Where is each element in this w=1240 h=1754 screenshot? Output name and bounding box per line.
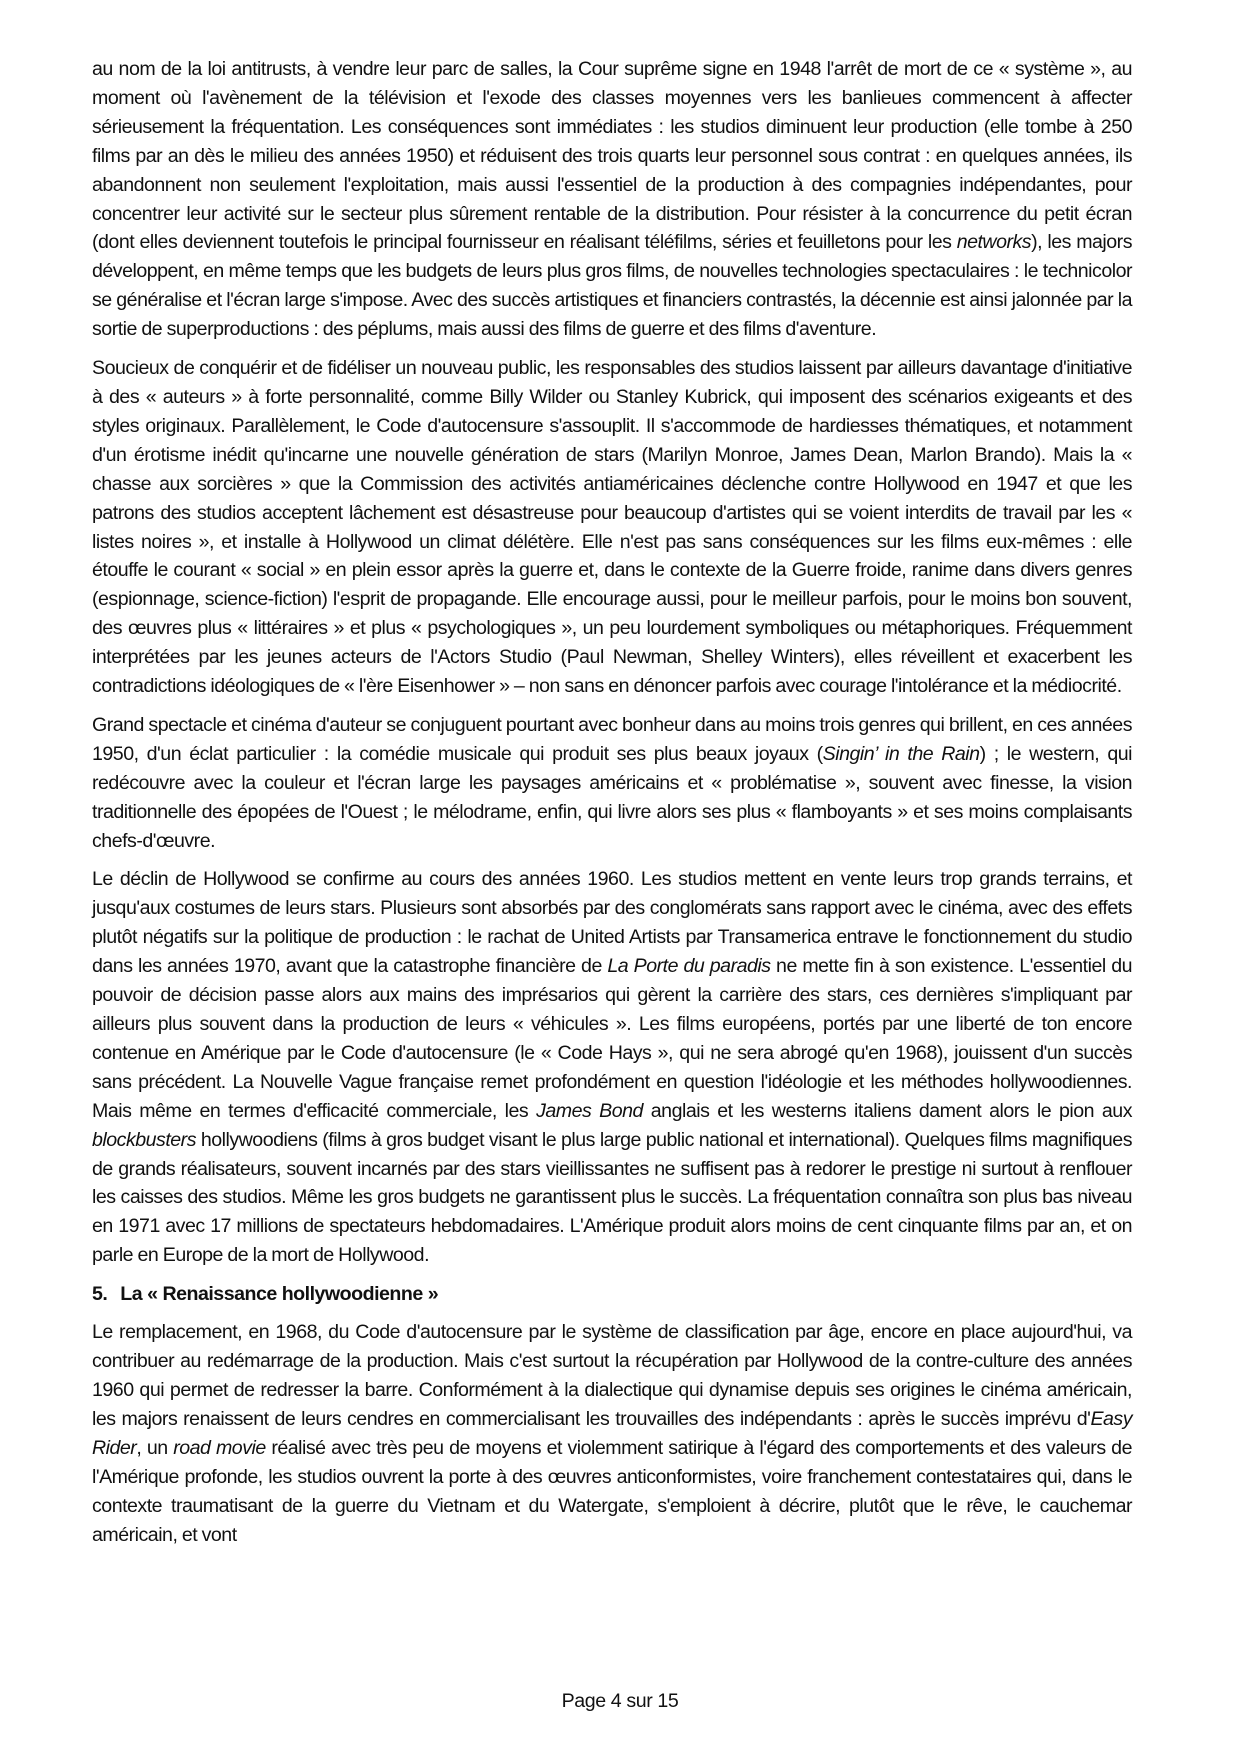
italic-text: road movie [173, 1436, 266, 1459]
text-run: au nom de la loi antitrusts, à vendre leur parc de salles, la Cour suprême signe en 1948 l'arrêt de mort de ce « système », au moment où l'avènement de la télévision et l'exode des classes moyennes vers les banlieues commencent à affecter sérieusement la fréquentation. Les conséquences sont immédiates : les studios diminuent leur production (elle tombe à 250 films par an dès le milieu des années 1950) et réduisent des trois quarts leur personnel sous contrat : en quelques années, ils abandonnent non seulement l'exploitation, mais aussi l'essentiel de la production à des compagnies indépendantes, pour concentrer leur activité sur le secteur plus sûrement rentable de la distribution. Pour résister à la concurrence du petit écran (dont elles deviennent toutefois le principal fournisseur en réalisant téléfilms, séries et feuilletons pour les [92, 58, 1132, 254]
paragraph [92, 711, 1132, 856]
italic-text: networks [956, 231, 1032, 254]
text-run: hollywoodiens (films à gros budget visant le plus large public national et international). Quelques films magnifiques de grands réalisateurs, souvent incarnés par des stars vieillissantes ne suffisent pas à redorer le prestige ni surtout à renflouer les caisses des studios. Même les gros budgets ne garantissent plus le succès. La fréquentation connaîtra son plus bas niveau en 1971 avec 17 millions de spectateurs hebdomadaires. L'Amérique produit alors moins de cent cinquante films par an, et on parle en Europe de la mort de Hollywood. [92, 1128, 1132, 1267]
italic-text: La Porte du paradis [607, 955, 771, 978]
body-text-top [92, 55, 1132, 1270]
italic-text: blockbusters [92, 1128, 196, 1151]
text-run: Le remplacement, en 1968, du Code d'autocensure par le système de classification par âge, encore en place aujourd'hui, va contribuer au redémarrage de la production. Mais c'est surtout la récupération par Hollywood de la contre-culture des années 1960 qui permet de redresser la barre. Conformément à la dialectique qui dynamise depuis ses origines le cinéma américain, les majors renaissent de leurs cendres en commercialisant les trouvailles des indépendants : après le succès imprévu d' [92, 1321, 1132, 1430]
text-run: Le déclin de Hollywood se confirme au cours des années 1960. Les studios mettent en vente leurs trop grands terrains, et jusqu'aux costumes de leurs stars. Plusieurs sont absorbés par des conglomérats sans rapport avec le cinéma, avec des effets plutôt négatifs sur la politique de production : le rachat de United Artists par Transamerica entrave le fonctionnement du studio dans les années 1970, avant que la catastrophe financière de [92, 868, 1132, 978]
text-run: anglais et les westerns italiens dament alors le pion aux [642, 1099, 1132, 1122]
text-run: ) ; le western, qui redécouvre avec la couleur et l'écran large les paysages américains et « problématise », souvent avec finesse, la vision traditionnelle des épopées de l'Ouest ; le mélodrame, enfin, qui livre alors ses plus « flamboyants » et ses moins complaisants chefs-d'œuvre. [92, 742, 1132, 852]
italic-text: Singin’ in the Rain [822, 742, 980, 765]
italic-text: Easy Rider [92, 1407, 1132, 1459]
section-title: La « Renaissance hollywoodienne » [120, 1283, 439, 1306]
paragraph [92, 1318, 1132, 1549]
text-run: , un [136, 1436, 174, 1459]
text-run: réalisé avec très peu de moyens et violemment satirique à l'égard des comportements et des valeurs de l'Amérique profonde, les studios ouvrent la porte à des œuvres anticonformistes, voire franchement contestataires qui, dans le contexte traumatisant de la guerre du Vietnam et du Watergate, s'emploient à décrire, plutôt que le rêve, le cauchemar américain, et vont [92, 1436, 1132, 1546]
body-text-bottom [92, 1318, 1132, 1549]
section-heading [92, 1280, 1132, 1308]
paragraph [92, 865, 1132, 1270]
paragraph [92, 55, 1132, 344]
text-run: ne mette fin à son existence. L'essentiel du pouvoir de décision passe alors aux mains des imprésarios qui gèrent la carrière des stars, ces dernières s'impliquant par ailleurs plus souvent dans la production de leurs « véhicules ». Les films européens, portés par une liberté de ton encore contenue en Amérique par le Code d'autocensure (le « Code Hays », qui ne sera abrogé qu'en 1968), jouissent d'un succès sans précédent. La Nouvelle Vague française remet profondément en question l'idéologie et les méthodes hollywoodiennes. Mais même en termes d'efficacité commerciale, les [92, 955, 1133, 1122]
text-run: Soucieux de conquérir et de fidéliser un nouveau public, les responsables des studios laissent par ailleurs davantage d'initiative à des « auteurs » à forte personnalité, comme Billy Wilder ou Stanley Kubrick, qui imposent des scénarios exigeants et des styles originaux. Parallèlement, le Code d'autocensure s'assouplit. Il s'accommode de hardiesses thématiques, et notamment d'un érotisme inédit qu'incarne une nouvelle génération de stars (Marilyn Monroe, James Dean, Marlon Brando). Mais la « chasse aux sorcières » que la Commission des activités antiaméricaines déclenche contre Hollywood en 1947 et que les patrons des studios acceptent lâchement est désastreuse pour beaucoup d'artistes qui se voient interdits de travail par les « listes noires », et installe à Hollywood un climat délétère. Elle n'est pas sans conséquences sur les films eux-mêmes : elle étouffe le courant « social » en plein essor après la guerre et, dans le contexte de la Guerre froide, ranime dans divers genres (espionnage, science-fiction) l'esprit de propagande. Elle encourage aussi, pour le meilleur parfois, pour le moins bon souvent, des œuvres plus « littéraires » et plus « psychologiques », un peu lourdement symboliques ou métaphoriques. Fréquemment interprétées par les jeunes acteurs de l'Actors Studio (Paul Newman, Shelley Winters), elles réveillent et exacerbent les contradictions idéologiques de « l'ère Eisenhower » – non sans en dénoncer parfois avec courage l'intolérance et la médiocrité. [92, 357, 1132, 698]
text-run: Grand spectacle et cinéma d'auteur se conjuguent pourtant avec bonheur dans au moins trois genres qui brillent, en ces années 1950, d'un éclat particulier : la comédie musicale qui produit ses plus beaux joyaux ( [92, 713, 1132, 765]
paragraph [92, 354, 1132, 701]
text-run: ), les majors développent, en même temps que les budgets de leurs plus gros films, de nouvelles technologies spectaculaires : le technicolor se généralise et l'écran large s'impose. Avec des succès artistiques et financiers contrastés, la décennie est ainsi jalonnée par la sortie de superproductions : des péplums, mais aussi des films de guerre et des films d'aventure. [92, 231, 1132, 341]
page-number: Page 4 sur 15 [561, 1690, 679, 1712]
italic-text: James Bond [536, 1099, 643, 1122]
section-number: 5. [92, 1283, 108, 1306]
page-footer [0, 1689, 1240, 1713]
